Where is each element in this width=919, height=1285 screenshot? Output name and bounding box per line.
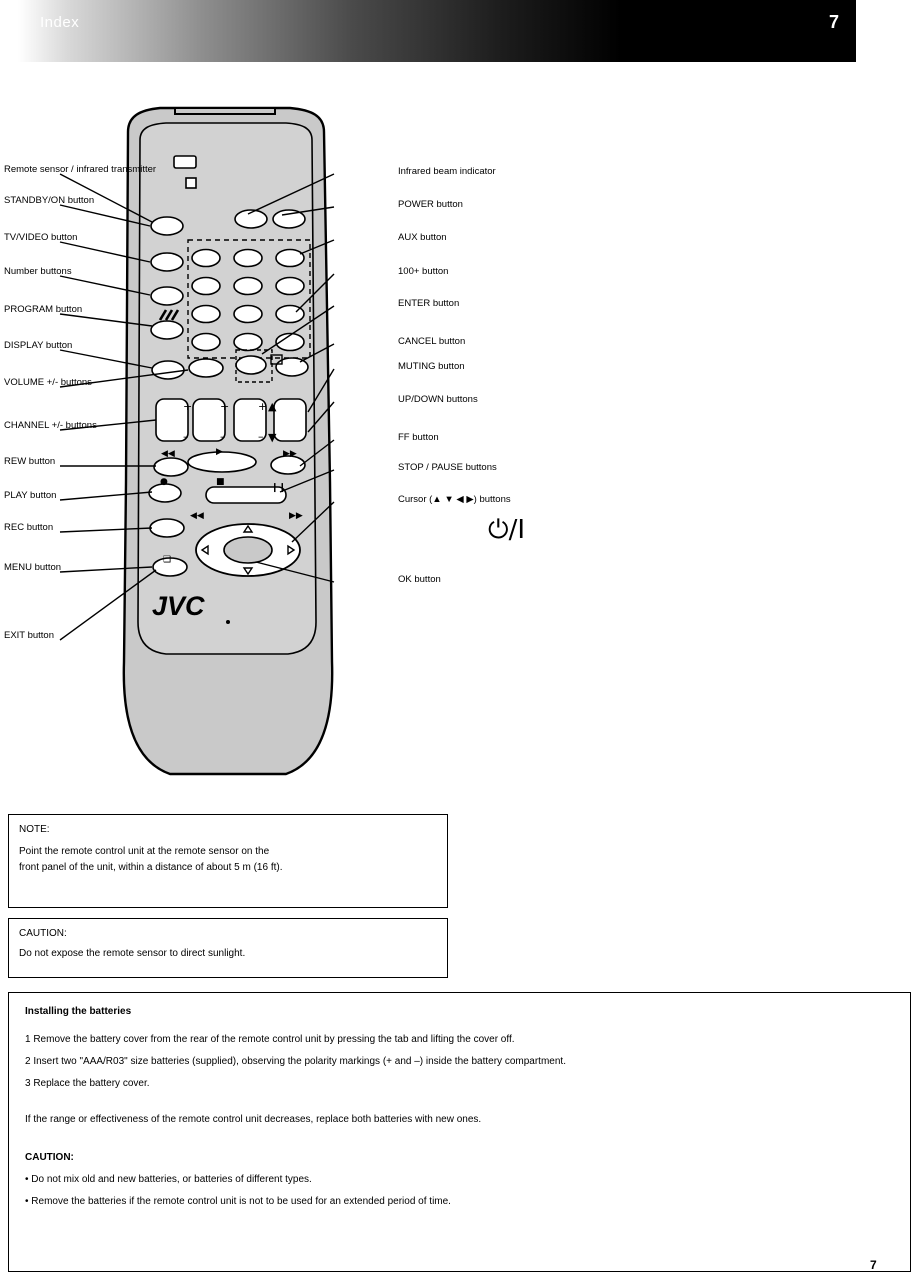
callout-label-cr5: ENTER button [398, 298, 460, 309]
note1-line-2: Point the remote control unit at the remote sensor on the [19, 846, 270, 857]
callout-label-cr2: POWER button [398, 199, 463, 210]
callout-label-cl1: Remote sensor / infrared transmitter [4, 164, 157, 175]
header-page-number: 7 [828, 12, 839, 32]
note-box-2 [8, 918, 448, 978]
note1-line-1: NOTE: [19, 824, 50, 835]
callout-label-cl6: DISPLAY button [4, 340, 73, 351]
note3-heading: Installing the batteries [25, 1006, 132, 1017]
callout-label-cl11: REC button [4, 522, 54, 533]
svg-text:◀◀: ◀◀ [161, 449, 175, 459]
note3-step-1: 1 Remove the battery cover from the rear of the remote control unit by pressing the tab and lifting the cover off. [25, 1034, 515, 1045]
note3-caution-2: • Remove the batteries if the remote control unit is not to be used for an extended period of time. [25, 1196, 451, 1207]
note1-line-3: front panel of the unit, within a distance of about 5 m (16 ft). [19, 862, 283, 873]
svg-text:+: + [220, 400, 230, 413]
svg-text:–: – [220, 430, 226, 443]
callout-label-cr6: CANCEL button [398, 336, 466, 347]
callout-label-cr11: Cursor (▲ ▼ ◀ ▶) buttons [398, 494, 511, 505]
note3-caution-heading: CAUTION: [25, 1152, 74, 1163]
note2-line-2: Do not expose the remote sensor to direct sunlight. [19, 948, 246, 959]
note2-line-1: CAUTION: [19, 928, 67, 939]
header-right-margin [856, 0, 919, 62]
callout-label-cr3: AUX button [398, 232, 447, 243]
note3-step-2: 2 Insert two "AAA/R03" size batteries (supplied), observing the polarity markings (+ and –) inside the battery compartment. [25, 1056, 566, 1067]
callout-label-cr10: STOP / PAUSE buttons [398, 462, 497, 473]
note3-step-3: 3 Replace the battery cover. [25, 1078, 150, 1089]
callout-label-cl12: MENU button [4, 562, 62, 573]
callout-label-cl2: STANDBY/ON button [4, 195, 95, 206]
note-box-3 [8, 992, 911, 1272]
callout-label-cl7: VOLUME +/- buttons [4, 377, 92, 388]
page-header [0, 0, 919, 62]
note3-caution-1: • Do not mix old and new batteries, or batteries of different types. [25, 1174, 312, 1185]
svg-text:●: ● [160, 477, 168, 487]
note-box-1 [8, 814, 448, 908]
svg-text:▶: ▶ [216, 447, 223, 457]
header-gradient-band [18, 0, 856, 62]
callout-label-cr7: MUTING button [398, 361, 465, 372]
svg-text:+: + [183, 400, 193, 413]
callout-label-cl5: PROGRAM button [4, 304, 83, 315]
svg-text:❑: ❑ [163, 555, 172, 565]
svg-text:◀◀: ◀◀ [190, 511, 204, 521]
svg-text:–: – [258, 430, 264, 443]
jvc-logo: JVC [152, 591, 205, 621]
svg-text:+: + [258, 400, 268, 413]
callout-label-cl3: TV/VIDEO button [4, 232, 78, 243]
svg-text:■: ■ [216, 477, 225, 487]
callout-label-cl13: EXIT button [4, 630, 54, 641]
power-symbol-glyph: ⏻/I [488, 515, 525, 545]
footer-page-number: 7 [870, 1258, 877, 1272]
navigation-disc [196, 524, 300, 576]
callout-label-cr12: OK button [398, 574, 441, 585]
callout-label-cl9: REW button [4, 456, 56, 467]
callout-label-cl8: CHANNEL +/- buttons [4, 420, 97, 431]
callout-label-cl10: PLAY button [4, 490, 57, 501]
callout-label-cr1: Infrared beam indicator [398, 166, 496, 177]
callout-label-cl4: Number buttons [4, 266, 72, 277]
svg-text:❙❙: ❙❙ [271, 483, 287, 493]
svg-text:▶▶: ▶▶ [283, 449, 297, 459]
svg-text:–: – [183, 430, 189, 443]
note3-info: If the range or effectiveness of the remote control unit decreases, replace both batteries with new ones. [25, 1114, 482, 1125]
svg-text:▶▶: ▶▶ [289, 511, 303, 521]
svg-text:▼: ▼ [268, 431, 277, 444]
callout-label-cr4: 100+ button [398, 266, 449, 277]
callout-label-cr8: UP/DOWN buttons [398, 394, 478, 405]
header-title: Index [40, 14, 80, 31]
svg-text:▲: ▲ [268, 400, 277, 413]
remote-mid-row-buttons [189, 356, 308, 377]
callout-label-cr9: FF button [398, 432, 439, 443]
